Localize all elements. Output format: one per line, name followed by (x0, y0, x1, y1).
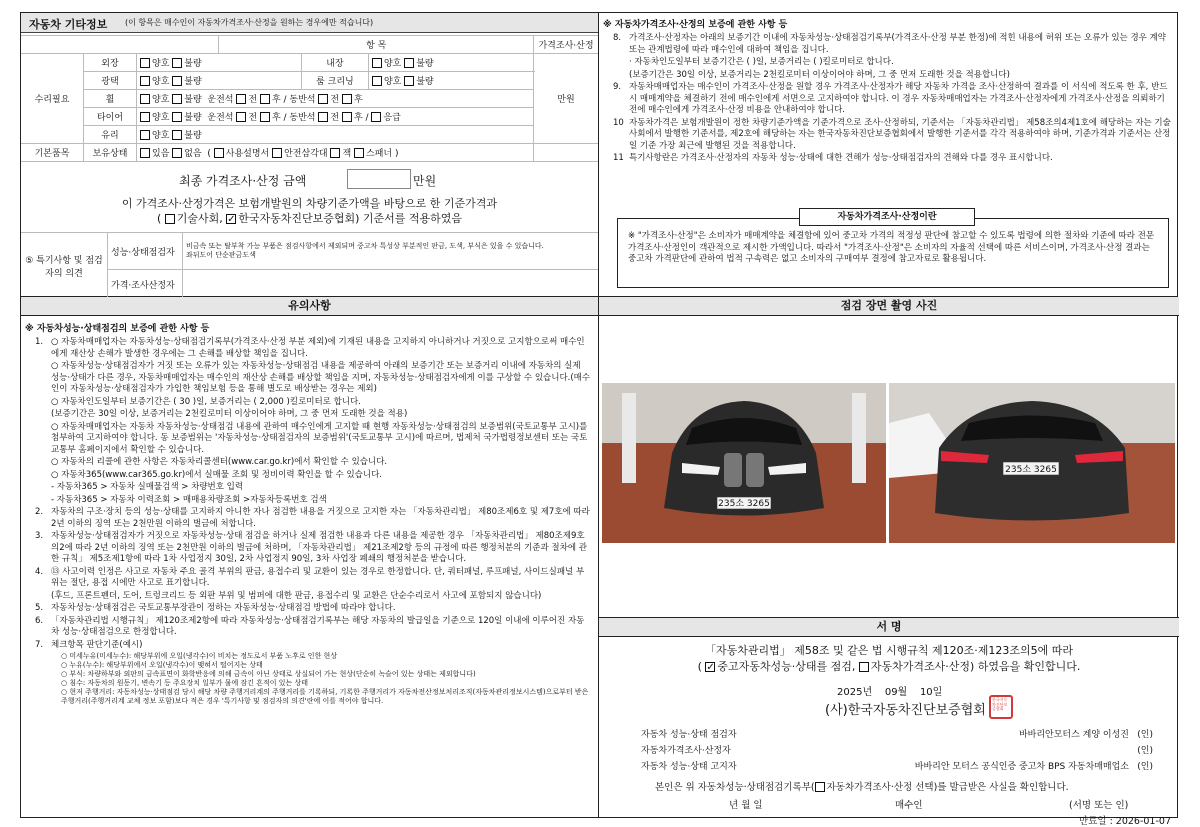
item-text: 가격조사·산정자는 아래의 보증기간 이내에 자동차성능·상태점검기록부(가격조사·산정 부분 한정)에 적힌 내용에 허위 또는 오류가 있는 경우 계약 또는 관계법령에 따라 매수인에 대하여 책임을 집니다. (629, 33, 1167, 55)
item-text: 체크항목 판단기준(예시) (51, 639, 143, 650)
checkbox-jack[interactable] (330, 148, 340, 158)
item-text: ○ 자동차의 리콜에 관한 사항은 자동차리콜센터(www.car.go.kr)에서 확인할 수 있습니다. (51, 457, 388, 467)
item-number: 4. (35, 566, 44, 577)
checkbox-front[interactable] (318, 94, 328, 104)
item-text: - 자동차365 > 자동차 실매물검색 > 차량번호 입력 (51, 482, 244, 492)
notes-section (21, 297, 598, 819)
checkbox-front[interactable] (236, 94, 246, 104)
front-photo (602, 383, 886, 543)
glass-checks: 양호 불량 (137, 126, 534, 144)
row-interior: 내장 (301, 54, 368, 72)
row-glass: 유리 (84, 126, 137, 144)
buyer-sign[interactable]: (서명 또는 인) (1069, 800, 1129, 811)
inspection-form-page (20, 12, 1178, 827)
list-item (21, 616, 591, 639)
signer-role: 자동차 성능·상태 점검자 (641, 730, 737, 740)
perf-inspector-label: 성능·상태점검자 (108, 233, 183, 270)
price-inspector-label: 가격·조사산정자 (108, 270, 183, 299)
repair-table (21, 35, 598, 162)
item-number: 3. (35, 531, 44, 541)
final-price-unit: 만원 (413, 174, 437, 188)
item-number: 8. (613, 33, 622, 43)
item-text: ○ 자동차인도일부터 보증기간은 ( 30 )일, 보증거리는 ( 2,000 )킬로미터로 합니다. (51, 396, 361, 407)
list-item (599, 118, 1171, 153)
checkbox-front[interactable] (236, 112, 246, 122)
rear-car-image (889, 383, 1175, 543)
checkbox-triangle[interactable] (272, 148, 282, 158)
item-text: ○ 자동차성능·상태점검자가 거짓 또는 오류가 있는 자동차성능·상태점검 내용을 제공하여 아래의 보증기간 또는 보증거리 이내에 자동차의 실제 성능·상태가 다른 경우, 자동차매매업자는 매수인의 재산상 손해를 배상할 책임을 지며, 자동차성능·상태점검자에게 이를 구상할 수 있습니다.(매수인이 자동차성능·상태점검자가 가입한 책임보험 등을 통해 별도로 배상받는 경우는 제외) (51, 361, 591, 394)
checkbox-price[interactable] (859, 662, 869, 672)
tire-checks: 양호 불량 운전석 전 후 / 동반석 전 후 / 응급 (137, 108, 534, 126)
checkbox-good[interactable] (140, 76, 150, 86)
row-wheel: 휠 (84, 90, 137, 108)
checkbox-rear[interactable] (260, 94, 270, 104)
buyer-label: 매수인 (895, 800, 923, 811)
checkbox-perf[interactable] (705, 662, 715, 672)
list-item (599, 70, 1171, 82)
list-item (21, 482, 591, 494)
interior-checks: 양호 불량 (368, 54, 533, 72)
exterior-checks: 양호 불량 (137, 54, 302, 72)
item-text: (보증기간은 30일 이상, 보증거리는 2천킬로미터 이상이어야 하며, 그 중 먼저 도래한 것을 적용합니다) (629, 69, 1010, 80)
sign-year: 2025년 (837, 687, 873, 698)
room-cleaning-checks: 양호 불량 (368, 72, 533, 90)
checkbox-good[interactable] (372, 76, 382, 86)
sign-day: 10일 (919, 687, 943, 698)
section-note: (이 항목은 매수인이 자동차가격조사·산정을 원하는 경우에만 적습니다) (125, 18, 374, 27)
list-item (21, 361, 591, 396)
item-text: 특기사항란은 가격조사·산정자의 자동차 성능·상태에 대한 견해가 성능·상태점검자의 견해와 다를 경우 표시합니다. (629, 153, 1053, 163)
checkbox-good[interactable] (140, 130, 150, 140)
criteria-item: ○ 누유(누수): 해당부위에서 오일(냉각수)이 맺혀서 떨어지는 상태 (61, 661, 263, 669)
perf-note2: 좌뒤도어 단순판금도색 (186, 251, 256, 259)
standard-statement (21, 196, 598, 226)
signer-name: 바바리안모터스 계양 이성진 (1018, 730, 1129, 740)
checkbox-spanner[interactable] (354, 148, 364, 158)
price-guarantee-section (599, 13, 1179, 296)
section-header (21, 13, 598, 33)
checkbox-good[interactable] (372, 58, 382, 68)
list-item (599, 57, 1171, 69)
checkbox-receive-price[interactable] (815, 782, 825, 792)
checkbox-kadia[interactable] (226, 214, 236, 224)
signer-seal[interactable]: (인) (1137, 762, 1153, 772)
checkbox-bad[interactable] (172, 94, 182, 104)
checkbox-rear[interactable] (342, 112, 352, 122)
checkbox-manual[interactable] (214, 148, 224, 158)
checkbox-good[interactable] (140, 112, 150, 122)
final-price-label: 최종 가격조사·산정 금액 (179, 174, 307, 188)
group-repair: 수리필요 (21, 54, 84, 144)
law-line: 「자동차관리법」 제58조 및 같은 법 시행규칙 제120조·제123조의5에 따라 (705, 644, 1073, 657)
row-basic-items: 기본품목 (21, 144, 84, 162)
price-guarantee-list (599, 33, 1171, 166)
item-text: · 자동차인도일부터 보증기간은 ( )일, 보증거리는 ( )킬로미터로 합니다. (629, 57, 894, 67)
item-text: 자동차매매업자는 매수인이 가격조사·산정을 원할 경우 가격조사·산정자가 해당 자동차 가격을 조사·산정하여 결과를 이 서식에 적도록 한 후, 반드시 매매계약을 체결하기 전에 매수인에게 서면으로 고지하여야 합니다. 이 경우 자동차매매업자는 가격조사·산정자에게 가격조사·산정을 의뢰하기 전에 매수인에게 가격조사·산정 비용을 안내하여야 합니다. (629, 82, 1168, 115)
row-possession: 보유상태 (84, 144, 137, 162)
special-notes-table (21, 232, 598, 298)
checkbox-bad[interactable] (172, 112, 182, 122)
item-number: 1. (35, 337, 44, 347)
item-text: 자동차성능·상태점검은 국토교통부장관이 정하는 자동차성능·상태점검 방법에 따라야 합니다. (51, 603, 396, 613)
criteria-item: ○ 현저 주행거리: 자동차성능·상태점검 당시 해당 차량 주행거리계의 주행거리를 기록하되, 기록한 주행거리가 자동차전산정보처리조직(자동차관리정보시스템)으로부터 받은 주행거리(주행거리계 교체 정보 포함)보다 적은 경우 '특기사항 및 점검자의 의견'란에 이를 적어야 합니다. (61, 688, 589, 705)
list-item (21, 495, 591, 507)
wheel-checks: 양호 불량 운전석 전 후 / 동반석 전 후 (137, 90, 534, 108)
rear-photo (889, 383, 1175, 543)
item-text: 자동차성능·상태점검자가 거짓으로 자동차성능·상태 점검을 하거나 실제 점검한 내용과 다른 내용을 제공한 경우 「자동차관리법」 제80조제9호의2에 따라 2년 이하의 징역 또는 2천만원 이하의 벌금에 처하며, 「자동차관리법」 제21조제2항 등의 규정에 따른 행정처분의 기준과 절차에 관한 규칙」 제5조제1항에 따라 1차 사업정지 30일, 2차 사업정지 90일, 3차 사업장 폐쇄의 행정처분을 받습니다. (51, 531, 587, 564)
notes-list (21, 337, 591, 706)
criteria-item: ○ 침수: 자동차의 원동기, 변속기 등 주요장치 일부가 물에 잠긴 흔적이 있는 상태 (61, 679, 309, 687)
perf-note1: 비금속 또는 탈부착 가능 부품은 점검사항에서 제외되며 중고차 특성상 부분적인 판금, 도색, 부식은 있을 수 있습니다. (186, 242, 544, 250)
checkbox-rear[interactable] (260, 112, 270, 122)
row-tire: 타이어 (84, 108, 137, 126)
checkbox-bad[interactable] (404, 76, 414, 86)
item-text: 자동차가격은 보험개발원이 정한 차량기준가액을 기준가격으로 조사·산정하되, 기준서는 「자동차관리법」 제58조의4제1호에 해당하는 자는 기술사회에서 발행한 기준서를, 제2호에 해당하는 자는 한국자동차진단보증협회에서 발행한 기준서를 각각 적용하여야 하며, 기준가격과 기준서는 산정일 기준 가장 최근에 발행된 것을 적용합니다. (629, 117, 1171, 151)
list-item (21, 640, 591, 652)
photo-title: 점검 장면 촬영 사진 (599, 297, 1179, 316)
checkbox-bad[interactable] (404, 58, 414, 68)
org-seal-text: 한국자동차진단보증협회 (992, 697, 1008, 711)
special-label: ⑤ 특기사항 및 점검자의 의견 (21, 233, 108, 299)
list-item (21, 337, 591, 360)
signer-role: 자동차가격조사·산정자 (641, 746, 731, 756)
signer-seal[interactable]: (인) (1137, 730, 1153, 740)
item-number: 5. (35, 603, 44, 613)
list-item (21, 422, 591, 457)
date-blank: 년 월 일 (729, 800, 763, 811)
front-plate: 235소 3265 (718, 499, 770, 509)
checkbox-good[interactable] (140, 94, 150, 104)
row-exterior: 외장 (84, 54, 137, 72)
signer-seal[interactable]: (인) (1137, 746, 1153, 756)
perf-notes (183, 233, 599, 270)
receive-line: 본인은 위 자동차성능·상태점검기록부( 자동차가격조사·산정 선택)를 발급받은 사실을 확인합니다. (655, 782, 1069, 793)
header-item: 항 목 (219, 36, 534, 54)
list-item (21, 567, 591, 590)
list-item (21, 591, 591, 603)
item-number: 11 (613, 153, 624, 163)
list-item (21, 507, 591, 530)
org-seal-icon (989, 695, 1013, 719)
item-text: ⑬ 사고이력 인정은 사고로 자동차 주요 골격 부위의 판금, 용접수리 및 교환이 있는 경우로 한정합니다. 단, 쿼터패널, 루프패널, 사이드실패널 부위는 절단, 용접 시에만 사고로 표기합니다. (51, 566, 585, 588)
criteria-item: ○ 미세누유(미세누수): 해당부위에 오일(냉각수)이 비치는 정도로서 부품 노후로 인한 현상 (61, 652, 338, 660)
list-item (599, 33, 1171, 56)
header-price: 가격조사·산정 (534, 36, 599, 54)
price-box-title: 자동차가격조사·산정이란 (799, 208, 975, 226)
price-inspector-notes[interactable] (183, 270, 599, 299)
checkbox-bad[interactable] (172, 58, 182, 68)
checkbox-front[interactable] (318, 112, 328, 122)
item-number: 9. (613, 82, 622, 92)
criteria-item: ○ 부식: 차량하부와 외판의 금속표면이 화학반응에 의해 금속이 아닌 상태로 상실되어 가는 현상(단순히 녹슬어 있는 상태는 제외합니다) (61, 670, 476, 678)
checkbox-good[interactable] (140, 58, 150, 68)
item-text: - 자동차365 > 자동차 이력조회 > 매매용차량조회 >자동차등록번호 검색 (51, 494, 327, 505)
rear-plate: 235소 3265 (1005, 465, 1057, 475)
checkbox-rear[interactable] (342, 94, 352, 104)
standard-line2: ( 기술사회, ✓ 한국자동차진단보증협회) 기준서를 적용하였음 (21, 211, 598, 226)
list-item (21, 470, 591, 482)
sign-title: 서 명 (599, 617, 1179, 637)
list-item (599, 153, 1171, 165)
checkbox-tech-society[interactable] (165, 214, 175, 224)
price-guarantee-heading: ※ 자동차가격조사·산정의 보증에 관한 사항 등 (603, 20, 788, 30)
item-text: 자동차의 구조·장치 등의 성능·상태를 고지하지 아니한 자나 점검한 내용을 거짓으로 고지한 자는 「자동차관리법」 제80조제6호 및 제7호에 따라 2년 이하의 징역 또는 2천만원 이하의 벌금에 처합니다. (51, 507, 590, 529)
price-value: 만원 (534, 54, 599, 144)
item-number: 10 (613, 117, 624, 128)
price-box-text: ※ "가격조사·산정"은 소비자가 매매계약을 체결함에 있어 중고차 가격의 적정성 판단에 참고할 수 있도록 법령에 의한 절차와 기준에 따라 전문 가격조사·산정인이 객관적으로 제시한 가액입니다. 따라서 "가격조사·산정"은 소비자의 자율적 선택에 따른 서비스이며, 가격조사·산정 결과는 중고차 가격판단에 관하여 법적 구속력은 없고 소비자의 구매여부 결정에 참고자료로 활용됩니다. (617, 218, 1169, 288)
item-number: 7. (35, 639, 44, 650)
list-item (21, 409, 591, 421)
sign-statement (599, 643, 1179, 675)
list-item (21, 457, 591, 469)
list-item (21, 531, 591, 566)
notes-heading: ※ 자동차성능·상태점검의 보증에 관한 사항 등 (25, 324, 210, 334)
row-room-cleaning: 룸 크리닝 (301, 72, 368, 90)
notes-title: 유의사항 (21, 297, 598, 316)
possession-checks: 있음 없음 ( 사용설명서 안전삼각대 잭 스패너 ) (137, 144, 534, 162)
item-text: (보증기간은 30일 이상, 보증거리는 2천킬로미터 이상이어야 하며, 그 중 먼저 도래한 것을 적용) (51, 409, 408, 419)
item-text: ○ 자동차365(www.car365.go.kr)에서 실매물 조회 및 정비이력 확인을 할 수 있습니다. (51, 469, 383, 480)
checkbox-bad[interactable] (172, 130, 182, 140)
signer-role: 자동차 성능·상태 고지자 (641, 762, 737, 772)
checkbox-bad[interactable] (172, 76, 182, 86)
item-number: 2. (35, 507, 44, 517)
item-text: ○ 자동차매매업자는 자동차 자동차성능·상태점검 내용에 관하여 매수인에게 고지할 때 현행 자동차성능·상태점검의 보증범위(국토교통부 고시)를 첨부하여 고지하여야 합니다. 동 보증범위는 '자동차성능·상태점검자의 보증범위'(국토교통부 고시)에 따르며, 법제처 국가법령정보센터 또는 국토교통부 홈페이지에서 확인할 수 있습니다. (51, 421, 588, 455)
final-price-input[interactable] (347, 169, 411, 189)
item-text: (후드, 프론트펜더, 도어, 트렁크리드 등 외판 부위 및 범퍼에 대한 판금, 용접수리 및 교환은 단순수리로서 사고에 포함되지 않습니다) (51, 590, 542, 601)
photo-sign-section (599, 297, 1179, 827)
item-number: 6. (35, 615, 44, 626)
sign-month: 09월 (884, 687, 908, 698)
front-car-image (602, 383, 886, 543)
signer-name: 바바리안 모터스 공식인증 중고차 BPS 자동차매매업소 (914, 762, 1129, 772)
list-item (21, 603, 591, 615)
item-text: ○ 자동차매매업자는 자동차성능·상태점검기록부(가격조사·산정 부분 제외)에 기재된 내용을 고지하지 아니하거나 거짓으로 고지함으로써 매수인에게 재산상 손해가 발생한 경우에는 그 손해를 배상할 책임을 집니다. (51, 337, 585, 359)
list-item (21, 397, 591, 409)
checkbox-none[interactable] (172, 148, 182, 158)
row-gloss: 광택 (84, 72, 137, 90)
standard-line1: 이 가격조사·산정가격은 보험개발원의 차량기준가액을 바탕으로 한 기준가격과 (121, 197, 498, 210)
vehicle-other-info-section (21, 13, 598, 296)
expiry-date: 만료일 : 2026-01-07 (1079, 816, 1171, 827)
confirm-line: ( ✓중고자동차성능·상태를 점검, 자동차가격조사·산정) 하였음을 확인합니다. (599, 659, 1179, 675)
org-name: (사)한국자동차진단보증협회 (825, 703, 986, 718)
section-title: 자동차 기타정보 (29, 18, 108, 31)
checkbox-emergency[interactable] (371, 112, 381, 122)
checkbox-have[interactable] (140, 148, 150, 158)
sign-date (837, 683, 942, 698)
gloss-checks: 양호 불량 (137, 72, 302, 90)
item-text: 「자동차관리법 시행규칙」 제120조제2항에 따라 자동차성능·상태점검기록부는 해당 자동차의 발급일을 기준으로 120일 이내에 이루어진 자동차 성능·상태점검으로 한정합니다. (51, 615, 585, 637)
final-price-row (21, 166, 598, 192)
list-item (599, 82, 1171, 117)
